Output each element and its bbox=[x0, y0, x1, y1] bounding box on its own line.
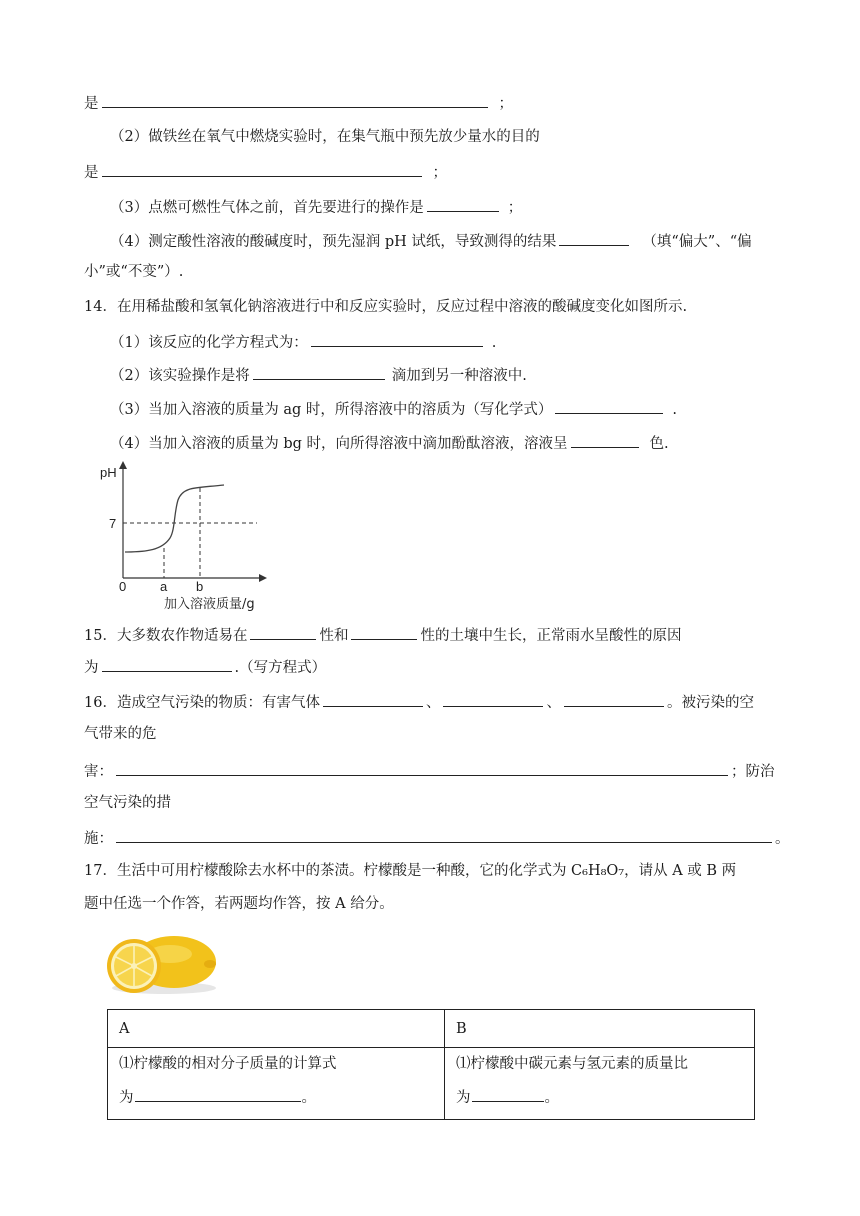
q16-harm-line: 害： ；防治 bbox=[84, 760, 775, 782]
a-question: ⑴柠檬酸的相对分子质量的计算式 bbox=[119, 1056, 337, 1072]
q13-2-answer-line: 是 ； bbox=[84, 161, 447, 183]
q14-1-text: （1）该反应的化学方程式为： . bbox=[110, 331, 496, 353]
q17-stem-cont: 题中任选一个作答，若两题均作答，按 A 给分。 bbox=[84, 896, 394, 912]
x-axis-label: 加入溶液质量/g bbox=[164, 597, 255, 612]
answer-blank[interactable] bbox=[116, 760, 728, 776]
answer-blank[interactable] bbox=[102, 92, 488, 108]
b-answer-line: 为 。 bbox=[456, 1086, 743, 1108]
answer-blank[interactable] bbox=[472, 1086, 544, 1102]
q16-text: 16．造成空气污染的物质：有害气体 、 、 。被污染的空 bbox=[84, 691, 754, 713]
table-cell-b bbox=[445, 1048, 755, 1120]
answer-blank[interactable] bbox=[323, 691, 423, 707]
answer-blank[interactable] bbox=[135, 1086, 301, 1102]
q14-3-text: （3）当加入溶液的质量为 ag 时，所得溶液中的溶质为（写化学式） . bbox=[110, 398, 677, 420]
y-axis-arrow bbox=[119, 461, 127, 469]
q17-stem: 17．生活中可用柠檬酸除去水杯中的茶渍。柠檬酸是一种酸，它的化学式为 C₆H₈O₇，请从 A 或 B 两 bbox=[84, 863, 737, 879]
answer-blank[interactable] bbox=[311, 331, 483, 347]
answer-blank[interactable] bbox=[102, 656, 232, 672]
x-tick-b: b bbox=[196, 579, 204, 594]
q14-2-text: （2）该实验操作是将 滴加到另一种溶液中. bbox=[110, 364, 527, 386]
b-question: ⑴柠檬酸中碳元素与氢元素的质量比 bbox=[456, 1056, 688, 1072]
answer-blank[interactable] bbox=[116, 827, 772, 843]
answer-blank[interactable] bbox=[564, 691, 664, 707]
ph-curve bbox=[125, 485, 224, 552]
answer-blank[interactable] bbox=[559, 230, 629, 246]
q13-4-text-cont: 小”或“不变”）. bbox=[84, 264, 184, 280]
answer-blank[interactable] bbox=[571, 432, 639, 448]
answer-blank[interactable] bbox=[253, 364, 385, 380]
ph-curve-graph bbox=[92, 458, 282, 614]
x-axis-arrow bbox=[259, 574, 267, 582]
q14-4-text: （4）当加入溶液的质量为 bg 时，向所得溶液中滴加酚酞溶液，溶液呈 色. bbox=[110, 432, 669, 454]
answer-blank[interactable] bbox=[351, 624, 417, 640]
answer-blank[interactable] bbox=[250, 624, 316, 640]
q14-stem: 14．在用稀盐酸和氢氧化钠溶液进行中和反应实验时，反应过程中溶液的酸碱度变化如图所示. bbox=[84, 299, 688, 315]
ab-choice-table bbox=[107, 1009, 755, 1120]
q15-text: 15．大多数农作物适易在 性和 性的土壤中生长，正常雨水呈酸性的原因 bbox=[84, 624, 681, 646]
table-header-a: A bbox=[108, 1010, 445, 1048]
answer-blank[interactable] bbox=[427, 196, 499, 212]
answer-blank[interactable] bbox=[102, 161, 422, 177]
q13-1-answer-line: 是 ； bbox=[84, 92, 513, 114]
q13-2-text: （2）做铁丝在氧气中燃烧实验时，在集气瓶中预先放少量水的目的 bbox=[110, 129, 540, 145]
answer-blank[interactable] bbox=[555, 398, 663, 414]
q13-4-text: （4）测定酸性溶液的酸碱度时，预先湿润 pH 试纸，导致测得的结果 （填“偏大”、“偏 bbox=[110, 230, 752, 252]
answer-blank[interactable] bbox=[443, 691, 543, 707]
q13-3-text: （3）点燃可燃性气体之前，首先要进行的操作是 ； bbox=[110, 196, 522, 218]
y-axis-label: pH bbox=[100, 465, 117, 480]
q16-measure-line: 施： 。 bbox=[84, 827, 790, 849]
q16-text-cont2: 空气污染的措 bbox=[84, 795, 171, 811]
q15-text-cont: 为 .（写方程式） bbox=[84, 656, 326, 678]
a-answer-line: 为 。 bbox=[119, 1086, 433, 1108]
origin-label: 0 bbox=[119, 579, 127, 594]
x-tick-a: a bbox=[160, 579, 168, 594]
q16-text-cont: 气带来的危 bbox=[84, 726, 157, 742]
table-cell-a bbox=[108, 1048, 445, 1120]
y-tick-7: 7 bbox=[109, 516, 117, 531]
table-header-b: B bbox=[445, 1010, 755, 1048]
lemon-image bbox=[104, 930, 220, 996]
